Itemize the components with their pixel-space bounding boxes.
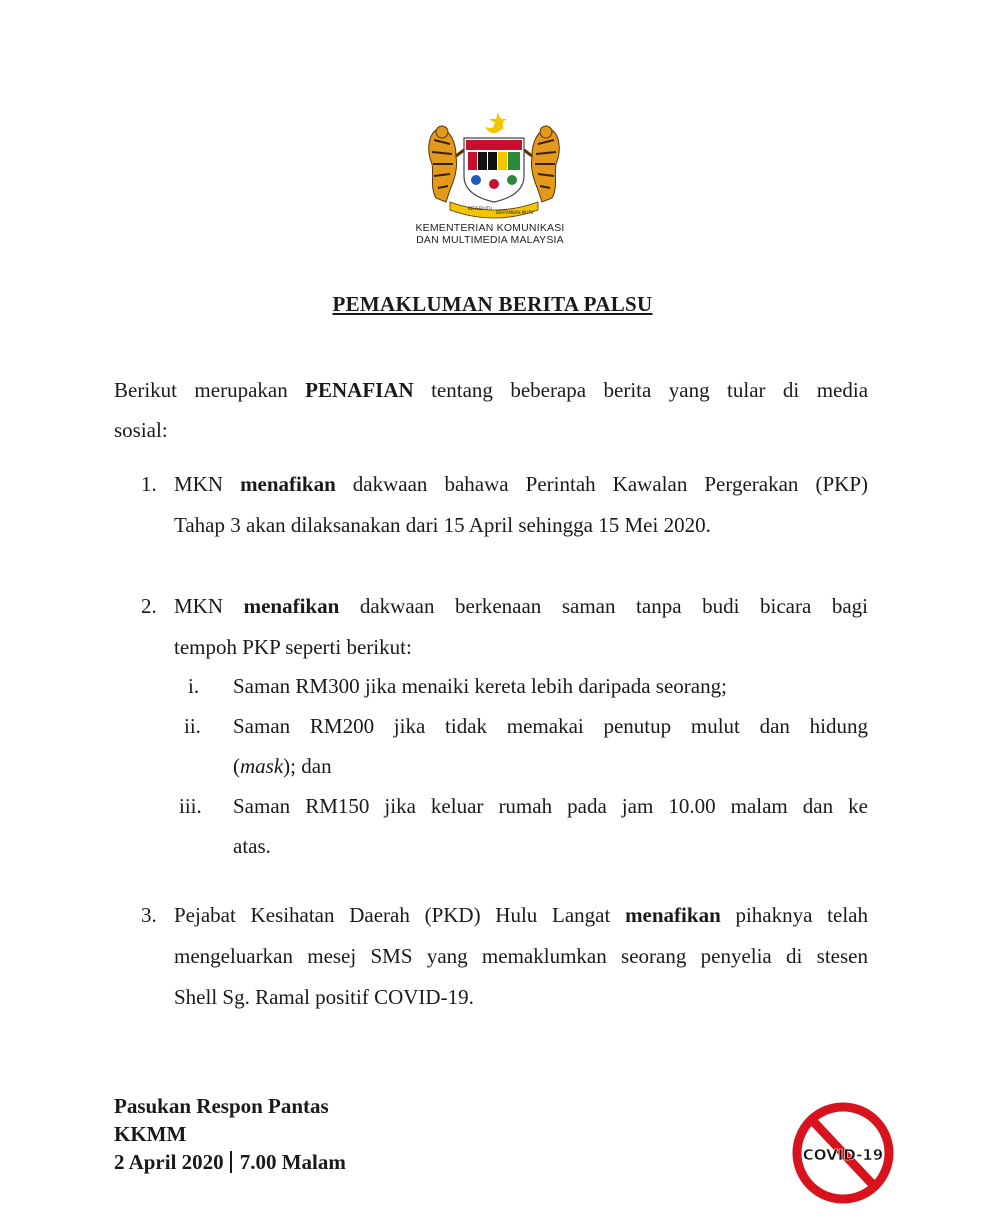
signature-team: Pasukan Respon Pantas [114, 1094, 329, 1118]
badge-label: COVID-19 [802, 1146, 884, 1164]
subitem-iii-text: Saman RM150 jika keluar rumah pada jam 10.00 malam dan ke atas. [233, 794, 868, 858]
subitem-ii-number: ii. [184, 714, 201, 738]
item-2-line-2: tempoh PKP seperti berikut: [174, 635, 412, 659]
intro-line-2: sosial: [114, 418, 168, 442]
no-covid-badge [790, 1100, 896, 1206]
signature-org: KKMM [114, 1122, 187, 1146]
subitem-ii-text: Saman RM200 jika tidak memakai penutup mulut dan hidung (mask); dan [233, 714, 868, 778]
item-3-line-1: Pejabat Kesihatan Daerah (PKD) Hulu Langat menafikan pihaknya telah [174, 903, 868, 927]
item-3-line-2: mengeluarkan mesej SMS yang memaklumkan seorang penyelia di stesen [174, 944, 868, 968]
motto-ribbon [450, 202, 538, 218]
item-1-text [174, 464, 868, 546]
item-1-number: 1. [141, 472, 157, 496]
intro-line-1: Berikut merupakan PENAFIAN tentang beberapa berita yang tular di media [114, 378, 869, 402]
motto-right-text: BERTAMBAH MUTU [496, 210, 534, 215]
subitem-i-number: i. [188, 674, 200, 698]
crescent-star-icon [482, 112, 507, 133]
page-title: PEMAKLUMAN BERITA PALSU [332, 292, 653, 316]
intro-bold: PENAFIAN [305, 378, 414, 402]
item-3-line-3: Shell Sg. Ramal positif COVID-19. [174, 985, 474, 1009]
item-2-text [174, 586, 868, 668]
shield-icon [464, 138, 524, 202]
item-2-number: 2. [141, 594, 157, 618]
left-tiger-icon [429, 126, 464, 202]
subitem-i-text: Saman RM300 jika menaiki kereta lebih daripada seorang; [233, 674, 727, 698]
subitem-iii-number: iii. [179, 794, 202, 818]
item-1-line-2: Tahap 3 akan dilaksanakan dari 15 April sehingga 15 Mei 2020. [174, 513, 711, 537]
item-1-line-1: MKN menafikan dakwaan bahawa Perintah Kawalan Pergerakan (PKP) [174, 472, 868, 496]
right-tiger-icon [524, 126, 559, 202]
signature-block [114, 1092, 346, 1176]
separator-bar [230, 1151, 232, 1173]
item-3-number: 3. [141, 903, 157, 927]
intro-paragraph [114, 370, 868, 450]
ministry-line-2: DAN MULTIMEDIA MALAYSIA [416, 234, 564, 246]
ministry-name [380, 222, 600, 246]
item-2-line-1: MKN menafikan dakwaan berkenaan saman tanpa budi bicara bagi [174, 594, 868, 618]
motto-left-text: BERSEKUTU [468, 206, 492, 211]
signature-datetime: 2 April 2020 7.00 Malam [114, 1150, 346, 1174]
item-3-text [174, 895, 868, 1018]
coat-of-arms-logo [420, 110, 568, 220]
ministry-line-1: KEMENTERIAN KOMUNIKASI [415, 222, 565, 234]
